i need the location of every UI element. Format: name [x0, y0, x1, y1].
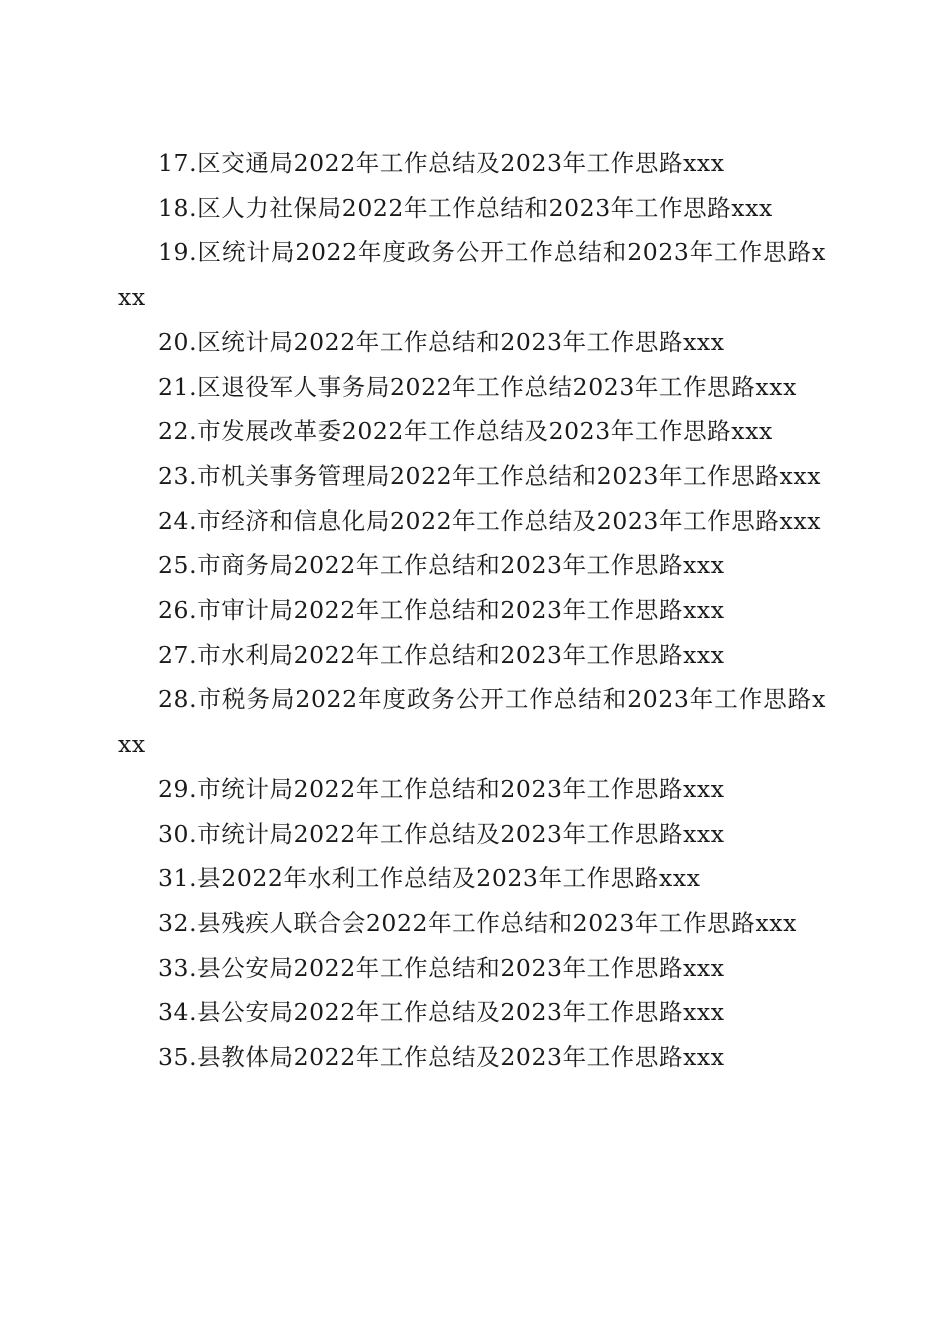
- list-item: 35.县教体局2022年工作总结及2023年工作思路xxx: [158, 1043, 725, 1072]
- list-item: 20.区统计局2022年工作总结和2023年工作思路xxx: [158, 327, 725, 356]
- list-item: 19.区统计局2022年度政务公开工作总结和2023年工作思路xxx: [118, 238, 826, 312]
- list-item: 22.市发展改革委2022年工作总结及2023年工作思路xxx: [158, 417, 773, 446]
- list-item: 23.市机关事务管理局2022年工作总结和2023年工作思路xxx: [158, 461, 822, 490]
- list-item: 25.市商务局2022年工作总结和2023年工作思路xxx: [158, 551, 725, 580]
- list-item: 21.区退役军人事务局2022年工作总结2023年工作思路xxx: [158, 372, 797, 401]
- list-item: 28.市税务局2022年度政务公开工作总结和2023年工作思路xxx: [118, 685, 826, 759]
- list-item: 29.市统计局2022年工作总结和2023年工作思路xxx: [158, 774, 725, 803]
- list-item: 18.区人力社保局2022年工作总结和2023年工作思路xxx: [158, 193, 773, 222]
- list-item: 32.县残疾人联合会2022年工作总结和2023年工作思路xxx: [158, 908, 797, 937]
- list-item: 17.区交通局2022年工作总结及2023年工作思路xxx: [158, 149, 725, 177]
- document-list: [118, 141, 826, 1080]
- list-item: 24.市经济和信息化局2022年工作总结及2023年工作思路xxx: [158, 506, 822, 535]
- list-item: 31.县2022年水利工作总结及2023年工作思路xxx: [158, 864, 701, 893]
- list-item: 26.市审计局2022年工作总结和2023年工作思路xxx: [158, 596, 725, 625]
- list-item: 27.市水利局2022年工作总结和2023年工作思路xxx: [158, 640, 725, 669]
- list-item: 33.县公安局2022年工作总结和2023年工作思路xxx: [158, 953, 725, 982]
- list-item: 30.市统计局2022年工作总结及2023年工作思路xxx: [158, 819, 725, 848]
- list-item: 34.县公安局2022年工作总结及2023年工作思路xxx: [158, 998, 725, 1027]
